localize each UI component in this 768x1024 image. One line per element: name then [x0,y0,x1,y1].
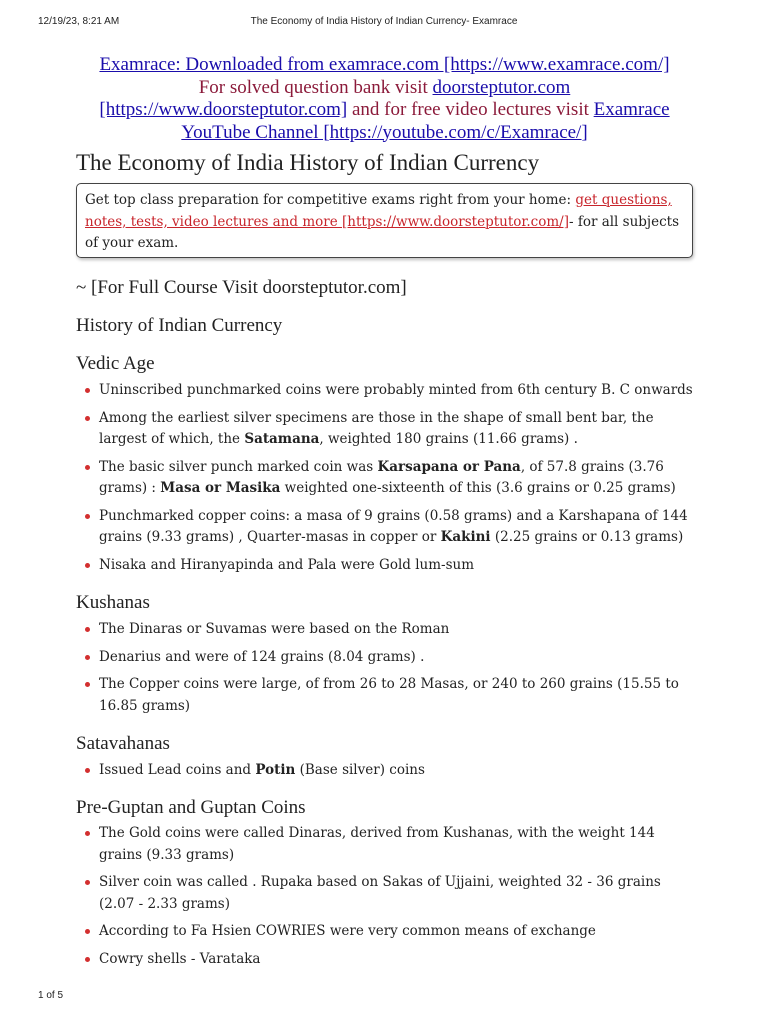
print-header [38,16,730,30]
list-item: Denarius and were of 124 grains (8.04 grams) . [76,647,696,669]
examrace-youtube-link-start[interactable]: Examrace [593,99,670,120]
doorsteptutor-resources-link[interactable]: get questions, notes, tests, video lectures and more [https://www.doorsteptutor.com/] [85,192,672,230]
callout-suffix: - for all subjects of your exam. [85,213,680,251]
print-document-title: The Economy of India History of Indian Currency- Examrace [250,16,518,27]
callout-prefix: Get top class preparation for competitive exams right from your home: [85,192,576,208]
list-item: Uninscribed punchmarked coins were probably minted from 6th century B. C onwards [76,380,696,402]
list-item: Punchmarked copper coins: a masa of 9 grains (0.58 grams) and a Karshapana of 144 grains (9.33 grams) , Quarter-masas in copper or Kakini (2.25 grains or 0.13 grams) [76,506,696,549]
full-course-link[interactable]: ~ [For Full Course Visit doorsteptutor.com] [76,277,407,298]
list-item: Among the earliest silver specimens are those in the shape of small bent bar, the largest of which, the Satamana, weighted 180 grains (11.66 grams) . [76,408,696,451]
list-item: The Dinaras or Suvamas were based on the Roman [76,619,696,641]
preparation-callout [76,183,693,258]
guptan-list [76,823,696,976]
question-bank-text: For solved question bank visit [198,76,433,98]
list-item: Nisaka and Hiranyapinda and Pala were Gold lum-sum [76,555,696,577]
list-item: According to Fa Hsien COWRIES were very common means of exchange [76,921,696,943]
satavahanas-list [76,760,696,788]
list-item: The Copper coins were large, of from 26 to 28 Masas, or 240 to 260 grains (15.55 to 16.85 grams) [76,674,696,717]
page-number: 1 of 5 [38,990,64,1001]
page-title: The Economy of India History of Indian Currency [76,150,540,175]
print-datetime: 12/19/23, 8:21 AM [38,16,120,27]
list-item: Issued Lead coins and Potin (Base silver) coins [76,760,696,782]
satavahanas-heading: Satavahanas [76,733,170,754]
vedic-age-list [76,380,696,582]
list-item: Cowry shells - Varataka [76,949,696,971]
list-item: The basic silver punch marked coin was Karsapana or Pana, of 57.8 grains (3.76 grams) : Masa or Masika weighted one-sixteenth of this (3.6 grains or 0.25 grams) [76,457,696,500]
list-item: Silver coin was called . Rupaka based on Sakas of Ujjaini, weighted 32 - 36 grains (2.07 - 2.33 grams) [76,872,696,915]
list-item: The Gold coins were called Dinaras, derived from Kushanas, with the weight 144 grains (9.33 grams) [76,823,696,866]
kushanas-heading: Kushanas [76,592,150,613]
kushanas-list [76,619,696,723]
history-heading: History of Indian Currency [76,315,283,336]
video-lectures-text: and for free video lectures visit [347,99,594,120]
doorsteptutor-url-link[interactable]: [https://www.doorsteptutor.com] [99,99,348,120]
examrace-download-link[interactable]: Examrace: Downloaded from examrace.com [https://www.examrace.com/] [99,54,670,75]
vedic-age-heading: Vedic Age [76,353,155,374]
source-banner [76,54,693,144]
doorsteptutor-link[interactable]: doorsteptutor.com [432,76,571,98]
guptan-heading: Pre-Guptan and Guptan Coins [76,797,306,818]
examrace-youtube-link[interactable]: YouTube Channel [https://youtube.com/c/Examrace/] [181,121,588,143]
